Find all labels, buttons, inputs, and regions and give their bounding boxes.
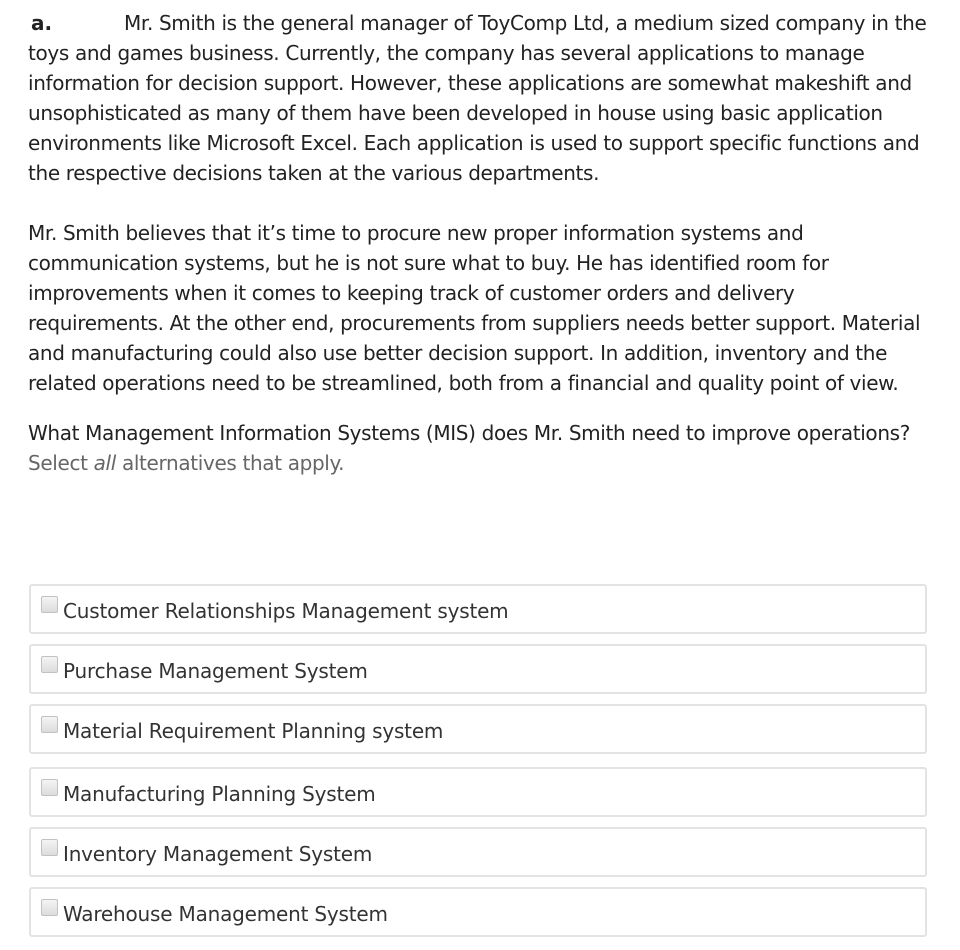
question-prompt: What Management Information Systems (MIS) does Mr. Smith need to improve operations? [28,421,910,445]
scenario-paragraph-1 [28,8,933,188]
option-checkbox[interactable] [41,779,58,796]
option-label: Warehouse Management System [63,902,388,926]
option-label: Manufacturing Planning System [63,782,376,806]
answer-instruction [28,448,933,478]
option-material-requirement-planning[interactable] [29,704,927,754]
option-checkbox[interactable] [41,899,58,916]
option-label: Purchase Management System [63,659,368,683]
option-manufacturing-planning[interactable] [29,767,927,817]
option-label: Customer Relationships Management system [63,599,509,623]
instruction-prefix: Select [28,451,94,475]
option-purchase-management[interactable] [29,644,927,694]
option-checkbox[interactable] [41,716,58,733]
option-label: Material Requirement Planning system [63,719,444,743]
option-checkbox[interactable] [41,656,58,673]
instruction-suffix: alternatives that apply. [115,451,345,475]
option-crm[interactable] [29,584,927,634]
option-label: Inventory Management System [63,842,373,866]
option-warehouse-management[interactable] [29,887,927,937]
option-checkbox[interactable] [41,839,58,856]
option-checkbox[interactable] [41,596,58,613]
scenario-paragraph-1-text: Mr. Smith is the general manager of ToyComp Ltd, a medium sized company in the toys and games business. Currently, the company has several applications to manage information for decision support. However, these applications are somewhat makeshift and unsophisticated as many of them have been developed in house using basic application environments like Microsoft Excel. Each application is used to support specific functions and the respective decisions taken at the various departments. [28,11,927,185]
question-block [28,8,933,478]
question-label: a. [31,11,53,35]
instruction-emphasis: all [93,451,116,475]
scenario-paragraph-2: Mr. Smith believes that it’s time to procure new proper information systems and communication systems, but he is not sure what to buy. He has identified room for improvements when it comes to keeping track of customer orders and delivery requirements. At the other end, procurements from suppliers needs better support. Material and manufacturing could also use better decision support. In addition, inventory and the related operations need to be streamlined, both from a financial and quality point of view. [28,221,921,395]
option-inventory-management[interactable] [29,827,927,877]
